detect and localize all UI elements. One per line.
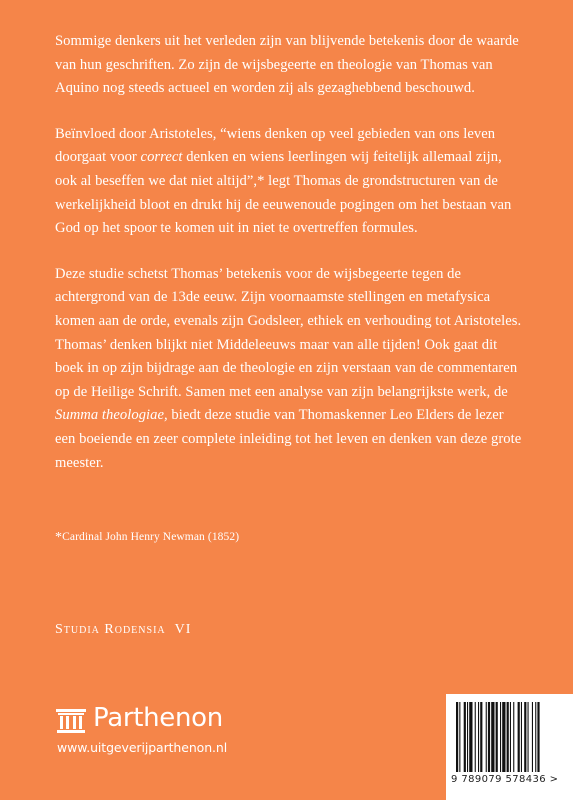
blurb-paragraph-1 — [55, 30, 525, 101]
blurb-paragraph-2 — [55, 123, 525, 241]
footnote — [55, 530, 239, 546]
barcode-arrow: > — [549, 774, 559, 785]
publisher-url: www.uitgeverijparthenon.nl — [57, 740, 228, 755]
blurb-paragraph-3-text-b: biedt deze studie van Thomaskenner Leo Elders de lezer een boeiende en zeer complete inleiding tot het leven en denken van deze grote meester. — [55, 407, 522, 471]
back-cover-blurb — [55, 30, 525, 497]
blurb-paragraph-2-text-a: Beïnvloed door Aristoteles, “wiens denken op veel gebieden van ons leven doorgaat voor — [55, 125, 496, 166]
blurb-paragraph-1-text: Sommige denkers uit het verleden zijn van blijvende betekenis door de waarde van hun geschriften. Zo zijn de wijsbegeerte en theologie van Thomas van Aquino nog steeds actueel en worden zij als gezaghebbend beschouwd. — [55, 33, 519, 97]
blurb-paragraph-2-text-b: denken en wiens leerlingen wij feitelijk allemaal zijn, ook al beseffen we dat niet altijd”,* legt Thomas de grondstructuren van de werkelijkheid bloot en drukt hij de eeuwenoude pogingen om het bestaan van God op het spoor te komen uit in niet te overtreffen formules. — [55, 149, 512, 237]
blurb-paragraph-3-emphasis: Summa theologiae, — [55, 407, 168, 424]
isbn-digits: 9 789079 578436 — [451, 774, 547, 785]
isbn-number — [451, 774, 571, 785]
barcode-bars — [456, 702, 564, 772]
isbn-barcode — [446, 694, 573, 800]
footnote-text: Cardinal John Henry Newman (1852) — [62, 531, 240, 543]
series-number: VI — [174, 622, 192, 637]
blurb-paragraph-3-text-a: Deze studie schetst Thomas’ betekenis voor de wijsbegeerte tegen de achtergrond van de 13de eeuw. Zijn voornaamste stellingen en metafysica komen aan de orde, evenals zijn Godsleer, ethiek en verhouding tot Aristoteles. Thomas’ denken blijkt niet Middeleeuws maar van alle tijden! Ook gaat dit boek in op zijn bijdrage aan de theologie en zijn verstaan van de commentaren op de Heilige Schrift. Samen met een analyse van zijn belangrijkste werk, de — [55, 265, 522, 400]
blurb-paragraph-3 — [55, 263, 525, 475]
temple-columns-icon — [55, 708, 87, 734]
series-name: Studia Rodensia — [55, 622, 166, 637]
footnote-marker: * — [55, 530, 63, 545]
publisher-logo — [55, 703, 285, 761]
publisher-name: Parthenon — [93, 703, 223, 733]
series-label — [55, 622, 191, 638]
blurb-paragraph-2-emphasis: correct — [140, 149, 183, 166]
